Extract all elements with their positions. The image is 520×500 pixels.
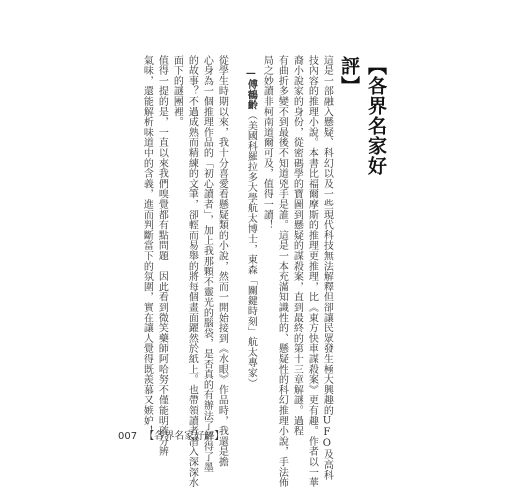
section-title-box: [338, 56, 387, 196]
review1-signature: [244, 68, 256, 388]
review1-line-3: 裔小說家的身份，從密碼學的寶圖到懸疑的謀殺案，直到最終的第十三章解謎。過程: [291, 55, 303, 437]
page-number: 007: [118, 431, 138, 442]
review2-line-3: 的故事？不過成熟而精練的文筆，卻輕而易舉的將每個畫面躍然於紙上。也帶領讀者潛入深深水: [186, 55, 198, 488]
review1-line-1: 這是一部融入懸疑、科幻以及一些現代科技無法解釋但卻讓民眾發生極大興趣的UFO及高科: [321, 55, 333, 481]
page-footer: [118, 427, 228, 442]
review2-line-1: 從學生時期以來，我十分喜愛看懸疑類的小說，然而一開始接到《水眼》作品時，我還是擔: [216, 55, 228, 467]
review2-line-2: 心身為一個推理作品的「初心讀者」，加上我那顆不靈光的腦袋，是否真的有辦法了解得了墨: [201, 55, 213, 473]
review1-line-4: 有曲折多變不到最後不知道兇手是誰。這是一本充滿知識性的、懸疑性的科幻推理小說，手法佈: [276, 55, 288, 488]
review2-line-5: 值得一提的是，一直以來我們嗅覺都有點問題 因此看到微笑藥師阿哈努不僅能明確分辨: [156, 55, 168, 457]
review1-line-5: 局之妙讀非柯南道爾可及，值得一讀！: [261, 55, 273, 231]
footer-section-title: 【各界名家好評】: [144, 431, 225, 442]
review1-line-2: 技內容的推理小說。本書比福爾摩斯的推理更推理，比《東方快車謀殺案》更有趣。作者以一華: [306, 55, 318, 488]
reviewer-credentials: （美國科羅拉多大學航太博士，東森「關鍵時刻」航太專家）: [245, 110, 257, 389]
review2-line-6: 氣味，還能解析味道中的含義，進而判斷當下的氛圍，實在讓人覺得既羨慕又嫉妒！: [141, 55, 153, 437]
reviewer-name: —傅鶴齡: [245, 68, 257, 111]
section-title: 【各界名家好評】: [338, 56, 387, 176]
review2-line-4: 面下的謎團裡。: [171, 55, 183, 128]
